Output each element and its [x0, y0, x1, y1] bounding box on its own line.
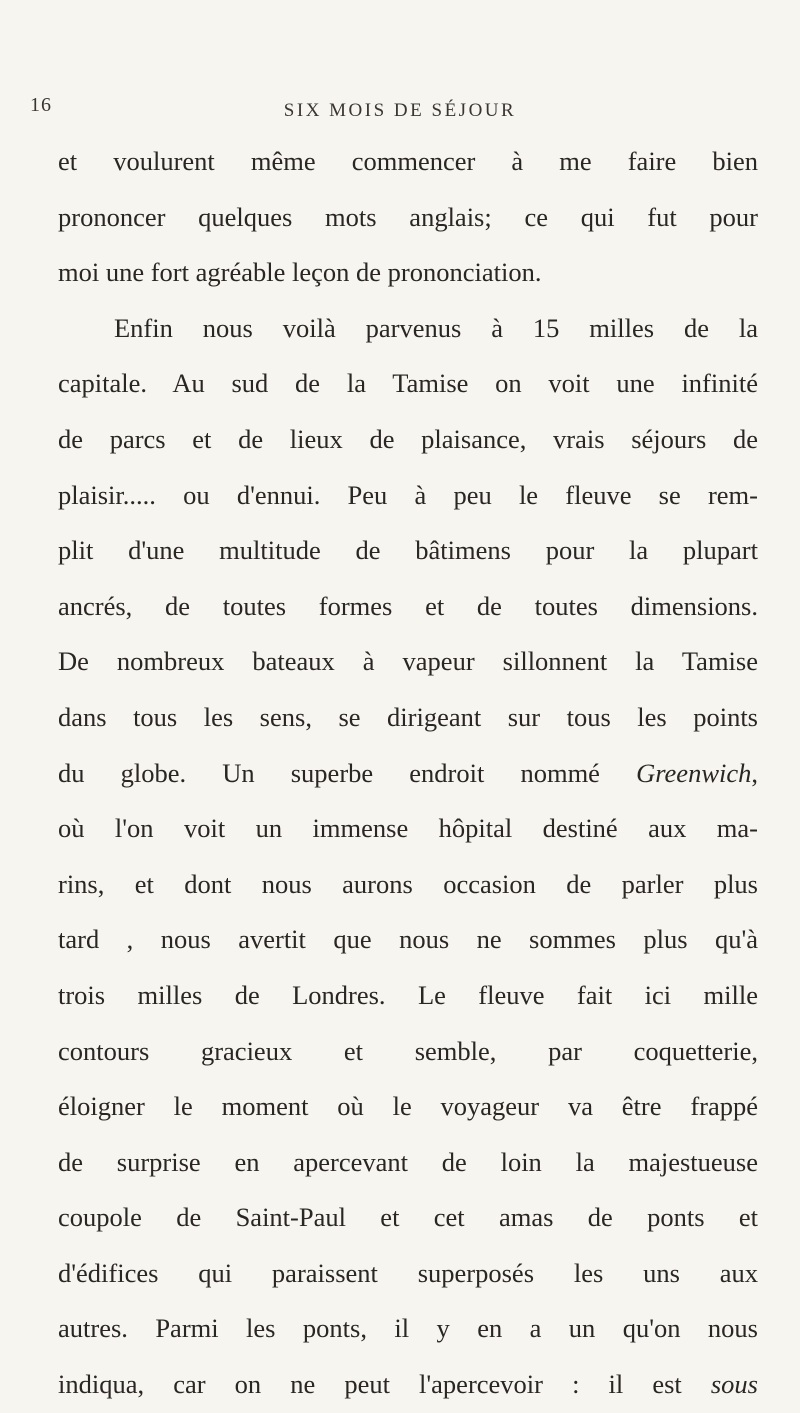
body-text [58, 134, 758, 1413]
text-line [58, 1357, 758, 1413]
text-line: ancrés, de toutes formes et de toutes dimensions. [58, 590, 758, 621]
text-segment: du globe. Un superbe endroit nommé [58, 757, 637, 788]
page-number: 16 [30, 94, 52, 116]
text-line: Enfin nous voilà parvenus à 15 milles de la [114, 312, 758, 343]
text-line: trois milles de Londres. Le fleuve fait ici mille [58, 979, 758, 1010]
text-segment: , [751, 757, 758, 788]
text-line: rins, et dont nous aurons occasion de parler plus [58, 868, 758, 899]
text-line: autres. Parmi les ponts, il y en a un qu'on nous [58, 1313, 758, 1344]
text-segment: indiqua, car on ne peut l'apercevoir : il est [58, 1369, 711, 1400]
text-line: contours gracieux et semble, par coquetterie, [58, 1035, 758, 1066]
text-line: capitale. Au sud de la Tamise on voit une infinité [58, 368, 758, 399]
text-line: plit d'une multitude de bâtimens pour la plupart [58, 535, 758, 566]
text-line: de parcs et de lieux de plaisance, vrais séjours de [58, 423, 758, 454]
text-line: éloigner le moment où le voyageur va être frappé [58, 1091, 758, 1122]
text-line: moi une fort agréable leçon de prononciation. [58, 257, 542, 288]
place-name-greenwich: Greenwich [636, 757, 752, 788]
text-line: de surprise en apercevant de loin la majestueuse [58, 1146, 758, 1177]
text-line: dans tous les sens, se dirigeant sur tous les points [58, 701, 758, 732]
text-line: plaisir..... ou d'ennui. Peu à peu le fleuve se rem- [58, 479, 758, 510]
text-line [58, 746, 758, 802]
running-head: SIX MOIS DE SÉJOUR [283, 100, 517, 121]
text-line: où l'on voit un immense hôpital destiné aux ma- [58, 813, 758, 844]
text-line: tard , nous avertit que nous ne sommes plus qu'à [58, 924, 758, 955]
text-line: coupole de Saint-Paul et cet amas de ponts et [58, 1202, 758, 1233]
text-line: et voulurent même commencer à me faire bien [58, 146, 758, 176]
text-line: prononcer quelques mots anglais; ce qui fut pour [58, 201, 758, 232]
italic-word: sous [710, 1369, 758, 1400]
text-line: De nombreux bateaux à vapeur sillonnent la Tamise [58, 646, 758, 677]
text-line: d'édifices qui paraissent superposés les uns aux [58, 1257, 758, 1288]
